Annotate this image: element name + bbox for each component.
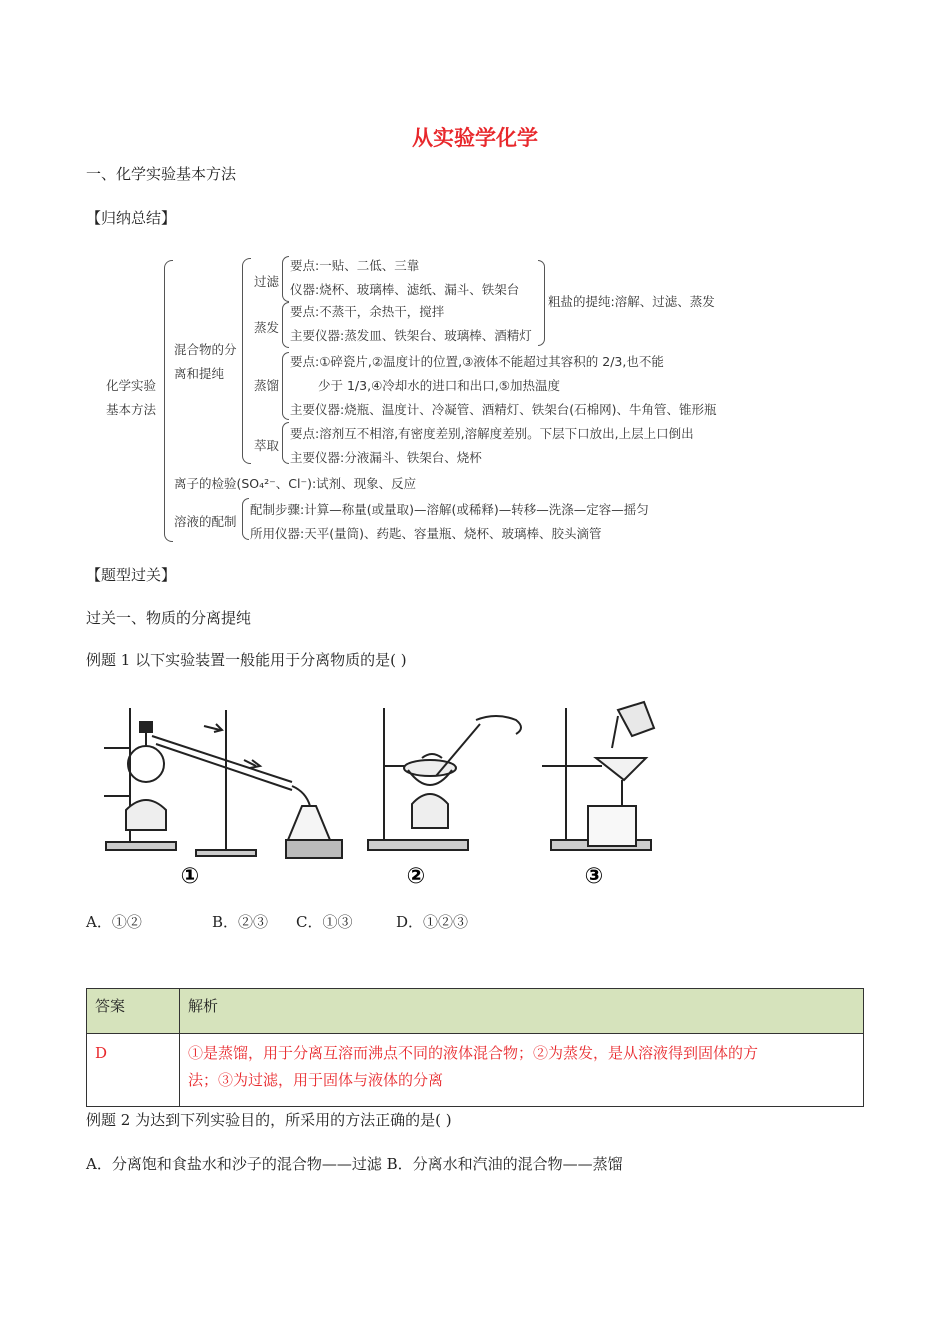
diagram-mix-1: 混合物的分: [174, 342, 237, 357]
option-a: A．①②: [86, 913, 142, 931]
apparatus-figures: [96, 700, 836, 900]
practice-heading: 【题型过关】: [86, 566, 177, 584]
diagram-mix-2: 离和提纯: [174, 366, 225, 381]
brace-distill: [282, 352, 289, 420]
filter-points: 要点:一贴、二低、三靠: [290, 258, 420, 273]
brace-evap: [282, 302, 289, 348]
evap-tools: 主要仪器:蒸发皿、铁架台、玻璃棒、酒精灯: [290, 328, 532, 343]
brace-solution: [242, 498, 249, 540]
diagram-solution: 溶液的配制: [174, 514, 237, 529]
brace-filter: [282, 256, 289, 302]
diagram-root-2: 基本方法: [106, 402, 157, 417]
pass-heading: 过关一、物质的分离提纯: [86, 609, 252, 627]
header-analysis: 解析: [180, 989, 864, 1034]
analysis-line-2: 法；③为过滤，用于固体与液体的分离: [188, 1071, 444, 1089]
diagram-filter: 过滤: [254, 274, 280, 289]
example2-question: 例题 2 为达到下列实验目的，所采用的方法正确的是( ): [86, 1111, 452, 1129]
header-answer: 答案: [87, 989, 180, 1034]
option-c: C．①③: [296, 913, 353, 931]
evaporation-apparatus: [368, 708, 521, 850]
analysis-text: [180, 1034, 864, 1107]
diagram-evap: 蒸发: [254, 320, 280, 335]
option-d: D．①②③: [396, 913, 469, 931]
brace-extract: [282, 422, 289, 464]
salt-purify: 粗盐的提纯:溶解、过滤、蒸发: [548, 294, 715, 309]
figure-label-1: ①: [180, 864, 200, 889]
extract-tools: 主要仪器:分液漏斗、铁架台、烧杯: [290, 450, 482, 465]
option-b: B．②③: [212, 913, 269, 931]
diagram-extract: 萃取: [254, 438, 280, 453]
distill-points-2: 少于 1/3,④冷却水的进口和出口,⑤加热温度: [318, 378, 560, 393]
page-title: 从实验学化学: [412, 126, 538, 150]
answer-value: D: [87, 1034, 180, 1107]
distill-tools: 主要仪器:烧瓶、温度计、冷凝管、酒精灯、铁架台(石棉网)、牛角管、锥形瓶: [290, 402, 717, 417]
answer-table: [86, 988, 864, 1107]
diagram-distill: 蒸馏: [254, 378, 280, 393]
example1-question: 例题 1 以下实验装置一般能用于分离物质的是( ): [86, 651, 407, 669]
brace-root: [164, 260, 173, 542]
analysis-line-1: ①是蒸馏，用于分离互溶而沸点不同的液体混合物；②为蒸发，是从溶液得到固体的方: [188, 1044, 759, 1062]
summary-heading: 【归纳总结】: [86, 209, 177, 227]
example2-options: A．分离饱和食盐水和沙子的混合物——过滤 B．分离水和汽油的混合物——蒸馏: [86, 1155, 623, 1173]
extract-points: 要点:溶剂互不相溶,有密度差别,溶解度差别。下层下口放出,上层上口倒出: [290, 426, 694, 441]
brace-mix: [242, 258, 251, 464]
solution-tools: 所用仪器:天平(量筒)、药匙、容量瓶、烧杯、玻璃棒、胶头滴管: [250, 526, 602, 541]
ion-test: 离子的检验(SO₄²⁻、Cl⁻):试剂、现象、反应: [174, 476, 417, 491]
solution-steps: 配制步骤:计算—称量(或量取)—溶解(或稀释)—转移—洗涤—定容—摇匀: [250, 502, 649, 517]
filter-tools: 仪器:烧杯、玻璃棒、滤纸、漏斗、铁架台: [290, 282, 520, 297]
figure-label-3: ③: [584, 864, 604, 889]
answer-table-header: [87, 989, 864, 1034]
evap-points: 要点:不蒸干，余热干，搅拌: [290, 304, 445, 319]
summary-diagram: [100, 250, 760, 550]
brace-salt: [538, 260, 545, 346]
answer-table-row: [87, 1034, 864, 1107]
filtration-apparatus: [542, 702, 654, 850]
figure-label-2: ②: [406, 864, 426, 889]
distill-points-1: 要点:①碎瓷片,②温度计的位置,③液体不能超过其容积的 2/3,也不能: [290, 354, 664, 369]
diagram-root-1: 化学实验: [106, 378, 157, 393]
section-heading: 一、化学实验基本方法: [86, 165, 237, 183]
distillation-apparatus: [104, 708, 342, 858]
